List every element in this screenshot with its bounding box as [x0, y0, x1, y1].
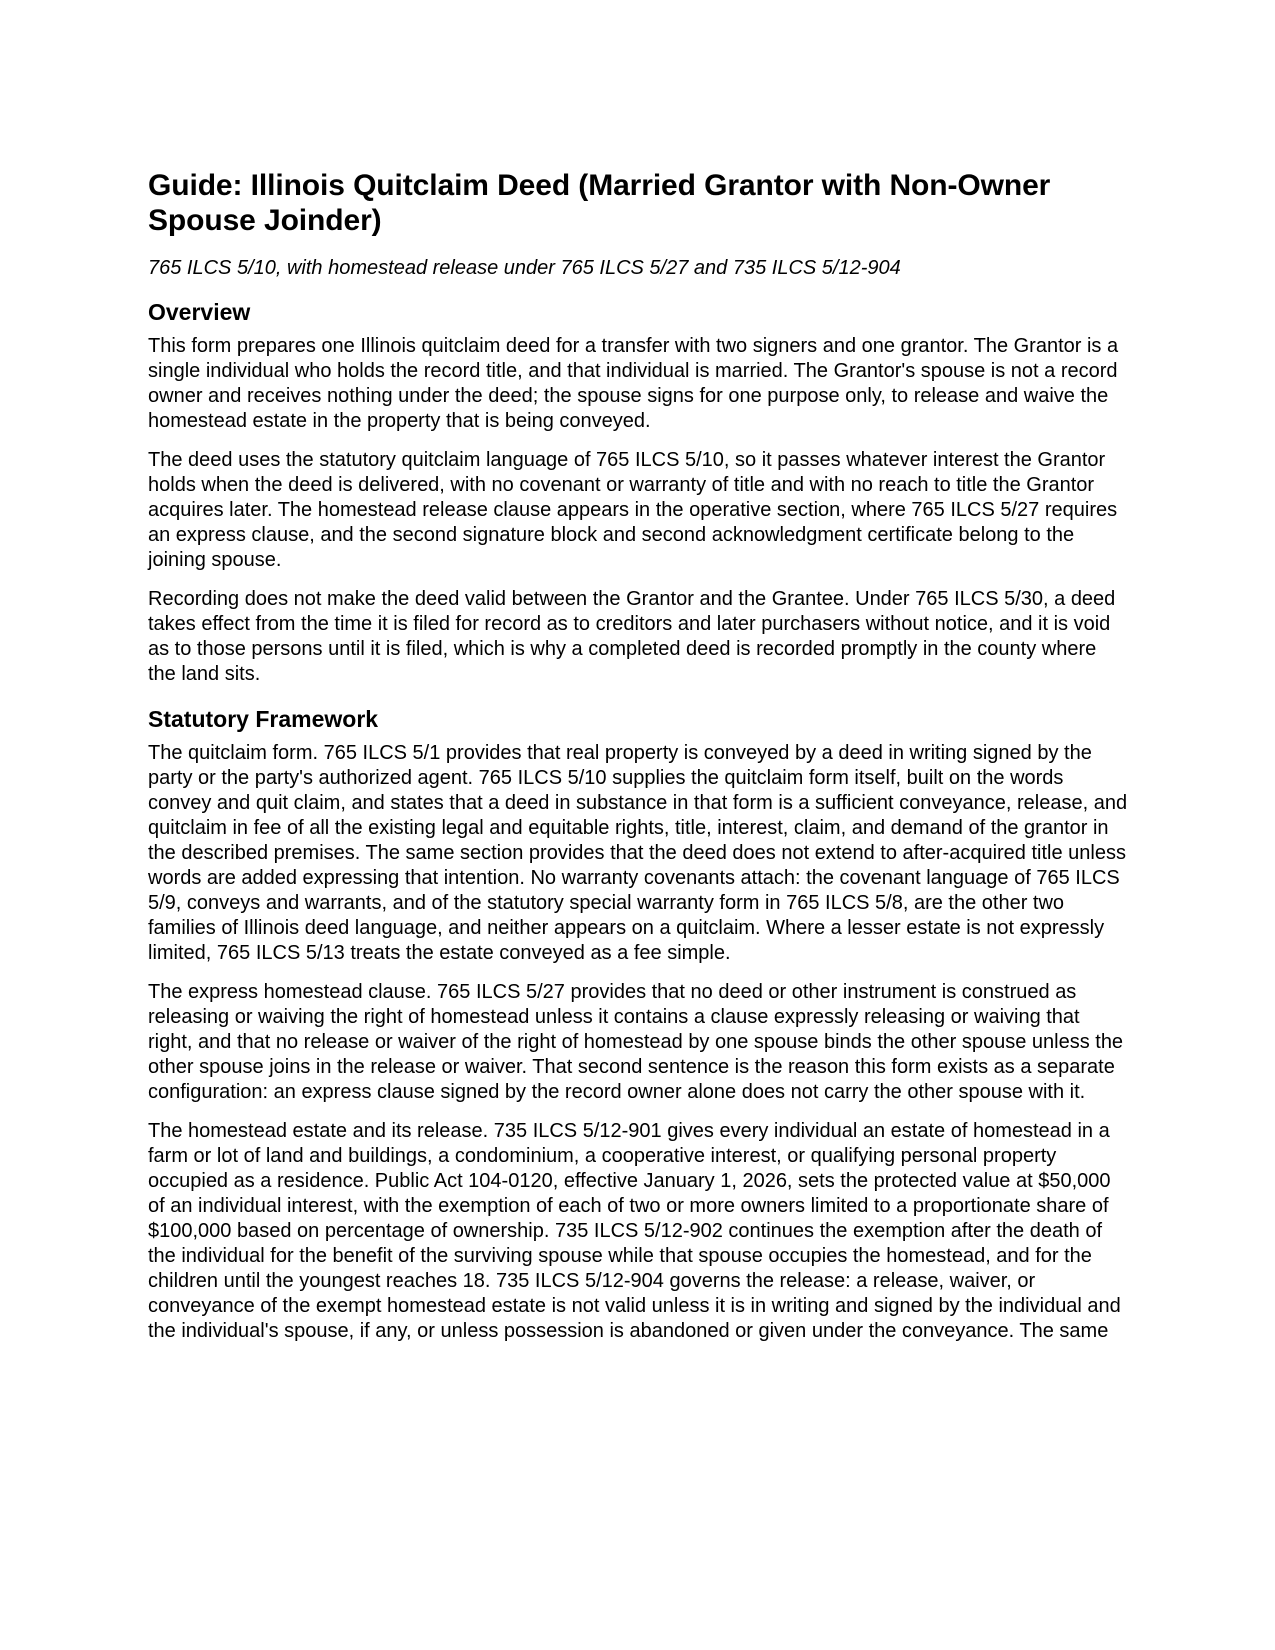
overview-paragraph-1: This form prepares one Illinois quitclaim deed for a transfer with two signers and one grantor. The Grantor is a single individual who holds the record title, and that individual is married. The Grantor's spouse is not a record owner and receives nothing under the deed; the spouse signs for one purpose only, to release and waive the homestead estate in the property that is being conveyed. — [148, 335, 1119, 432]
document-subtitle: 765 ILCS 5/10, with homestead release under 765 ILCS 5/27 and 735 ILCS 5/12-904 — [148, 257, 901, 279]
overview-paragraph-3: Recording does not make the deed valid between the Grantor and the Grantee. Under 765 ILCS 5/30, a deed takes effect from the time it is filed for record as to creditors and later purchasers without notice, and it is void as to those persons until it is filed, which is why a completed deed is recorded promptly in the county where the land sits. — [148, 588, 1116, 685]
document-page — [148, 168, 1128, 1358]
section-heading-overview: Overview — [148, 299, 251, 325]
framework-paragraph-2: The express homestead clause. 765 ILCS 5/27 provides that no deed or other instrument is construed as releasing or waiving the right of homestead unless it contains a clause expressly releasing or waiving that right, and that no release or waiver of the right of homestead by one spouse binds the other spouse unless the other spouse joins in the release or waiver. That second sentence is the reason this form exists as a separate configuration: an express clause signed by the record owner alone does not carry the other spouse with it. — [148, 981, 1124, 1103]
section-heading-statutory-framework: Statutory Framework — [148, 706, 379, 732]
overview-paragraph-2: The deed uses the statutory quitclaim language of 765 ILCS 5/10, so it passes whatever interest the Grantor holds when the deed is delivered, with no covenant or warranty of title and with no reach to title the Grantor acquires later. The homestead release clause appears in the operative section, where 765 ILCS 5/27 requires an express clause, and the second signature block and second acknowledgment certificate belong to the joining spouse. — [148, 449, 1118, 571]
document-title: Guide: Illinois Quitclaim Deed (Married Grantor with Non-Owner Spouse Joinder) — [148, 169, 1051, 237]
framework-paragraph-3: The homestead estate and its release. 735 ILCS 5/12-901 gives every individual an estate of homestead in a farm or lot of land and buildings, a condominium, a cooperative interest, or qualifying personal property occupied as a residence. Public Act 104-0120, effective January 1, 2026, sets the protected value at $50,000 of an individual interest, with the exemption of each of two or more owners limited to a proportionate share of $100,000 based on percentage of ownership. 735 ILCS 5/12-902 continues the exemption after the death of the individual for the benefit of the surviving spouse while that spouse occupies the homestead, and for the children until the youngest reaches 18. 735 ILCS 5/12-904 governs the release: a release, waiver, or conveyance of the exempt homestead estate is not valid unless it is in writing and signed by the individual and the individual's spouse, if any, or unless possession is abandoned or given under the conveyance. The same — [148, 1120, 1121, 1342]
framework-paragraph-1: The quitclaim form. 765 ILCS 5/1 provides that real property is conveyed by a deed in writing signed by the party or the party's authorized agent. 765 ILCS 5/10 supplies the quitclaim form itself, built on the words convey and quit claim, and states that a deed in substance in that form is a sufficient conveyance, release, and quitclaim in fee of all the existing legal and equitable rights, title, interest, claim, and demand of the grantor in the described premises. The same section provides that the deed does not extend to after-acquired title unless words are added expressing that intention. No warranty covenants attach: the covenant language of 765 ILCS 5/9, conveys and warrants, and of the statutory special warranty form in 765 ILCS 5/8, are the other two families of Illinois deed language, and neither appears on a quitclaim. Where a lesser estate is not expressly limited, 765 ILCS 5/13 treats the estate conveyed as a fee simple. — [148, 742, 1128, 964]
